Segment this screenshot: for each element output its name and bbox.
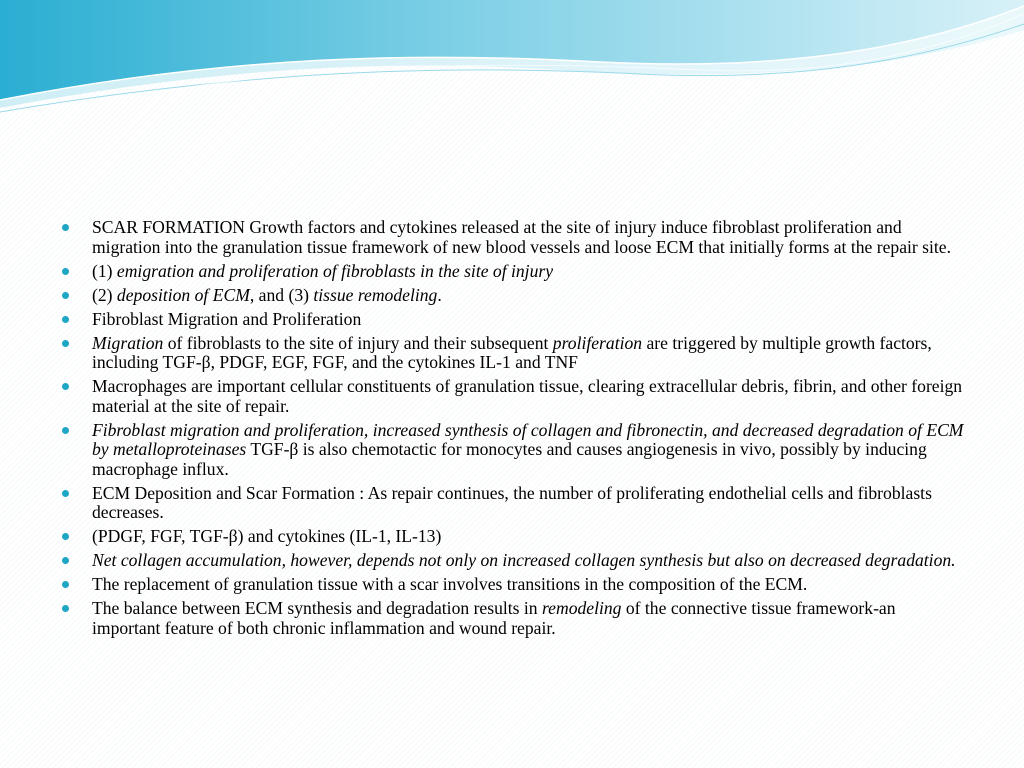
bullet-dot-icon (62, 340, 69, 347)
bullet-text: ECM Deposition and Scar Formation : As repair continues, the number of proliferating endothelial cells and fibroblasts decreases. (92, 482, 932, 523)
bullet-dot-icon (62, 605, 69, 612)
bullet-dot-icon (62, 224, 69, 231)
bullet-text: TGF-β is also chemotactic for monocytes and causes angiogenesis in vivo, possibly by inducing macrophage influx. (92, 439, 927, 479)
bullet-text: of the connective tissue framework-an important feature of both chronic inflammation and wound repair. (92, 598, 896, 638)
bullet-list (62, 218, 968, 639)
bullet-dot-icon (62, 490, 69, 497)
bullet-item (62, 218, 968, 257)
bullet-text-italic: Fibroblast migration and proliferation, increased synthesis of collagen and fibronectin, and decreased degradation of ECM by metalloproteinases (92, 419, 964, 460)
bullet-dot-icon (62, 292, 69, 299)
bullet-item (62, 527, 968, 547)
bullet-dot-icon (62, 316, 69, 323)
bullet-text-italic: emigration and proliferation of fibroblasts in the site of injury (116, 260, 554, 281)
bullet-text: (PDGF, FGF, TGF-β) and cytokines (IL-1, IL-13) (92, 526, 442, 547)
bullet-item (62, 286, 968, 306)
bullet-dot-icon (62, 533, 69, 540)
bullet-item (62, 334, 968, 373)
bullet-text: Macrophages are important cellular constituents of granulation tissue, clearing extracellular debris, fibrin, and other foreign material at the site of repair. (92, 376, 963, 416)
bullet-item (62, 551, 968, 571)
bullet-item (62, 262, 968, 282)
header-wave-decoration (0, 0, 1024, 120)
slide-content (62, 218, 968, 643)
bullet-dot-icon (62, 383, 69, 390)
bullet-item (62, 599, 968, 638)
bullet-text-italic: remodeling (541, 598, 622, 619)
bullet-dot-icon (62, 427, 69, 434)
bullet-text: The replacement of granulation tissue with a scar involves transitions in the composition of the ECM. (92, 574, 808, 595)
bullet-item (62, 575, 968, 595)
bullet-item (62, 484, 968, 523)
bullet-text: The balance between ECM synthesis and degradation results in (92, 598, 542, 619)
bullet-item (62, 421, 968, 480)
bullet-text: SCAR FORMATION Growth factors and cytokines released at the site of injury induce fibroblast proliferation and migration into the granulation tissue framework of new blood vessels and loose ECM that initially forms at the repair site. (92, 217, 951, 257)
bullet-text: (2) (92, 284, 117, 305)
bullet-text: . (437, 284, 442, 305)
bullet-text: , and (3) (249, 284, 314, 305)
bullet-item (62, 310, 968, 330)
bullet-text: are triggered by multiple growth factors, including TGF-β, PDGF, EGF, FGF, and the cytokines IL-1 and TNF (92, 332, 932, 373)
bullet-text: of fibroblasts to the site of injury and their subsequent (163, 332, 553, 353)
bullet-item (62, 377, 968, 416)
bullet-text-italic: Migration (92, 332, 164, 353)
bullet-text-italic: proliferation (552, 332, 643, 353)
bullet-text-italic: deposition of ECM (116, 284, 250, 305)
bullet-dot-icon (62, 557, 69, 564)
bullet-text: (1) (92, 260, 117, 281)
bullet-text-italic: tissue remodeling (313, 284, 438, 305)
bullet-dot-icon (62, 581, 69, 588)
bullet-text-italic: Net collagen accumulation, however, depends not only on increased collagen synthesis but also on decreased degradation. (92, 550, 956, 571)
bullet-dot-icon (62, 268, 69, 275)
bullet-text: Fibroblast Migration and Proliferation (92, 308, 362, 329)
